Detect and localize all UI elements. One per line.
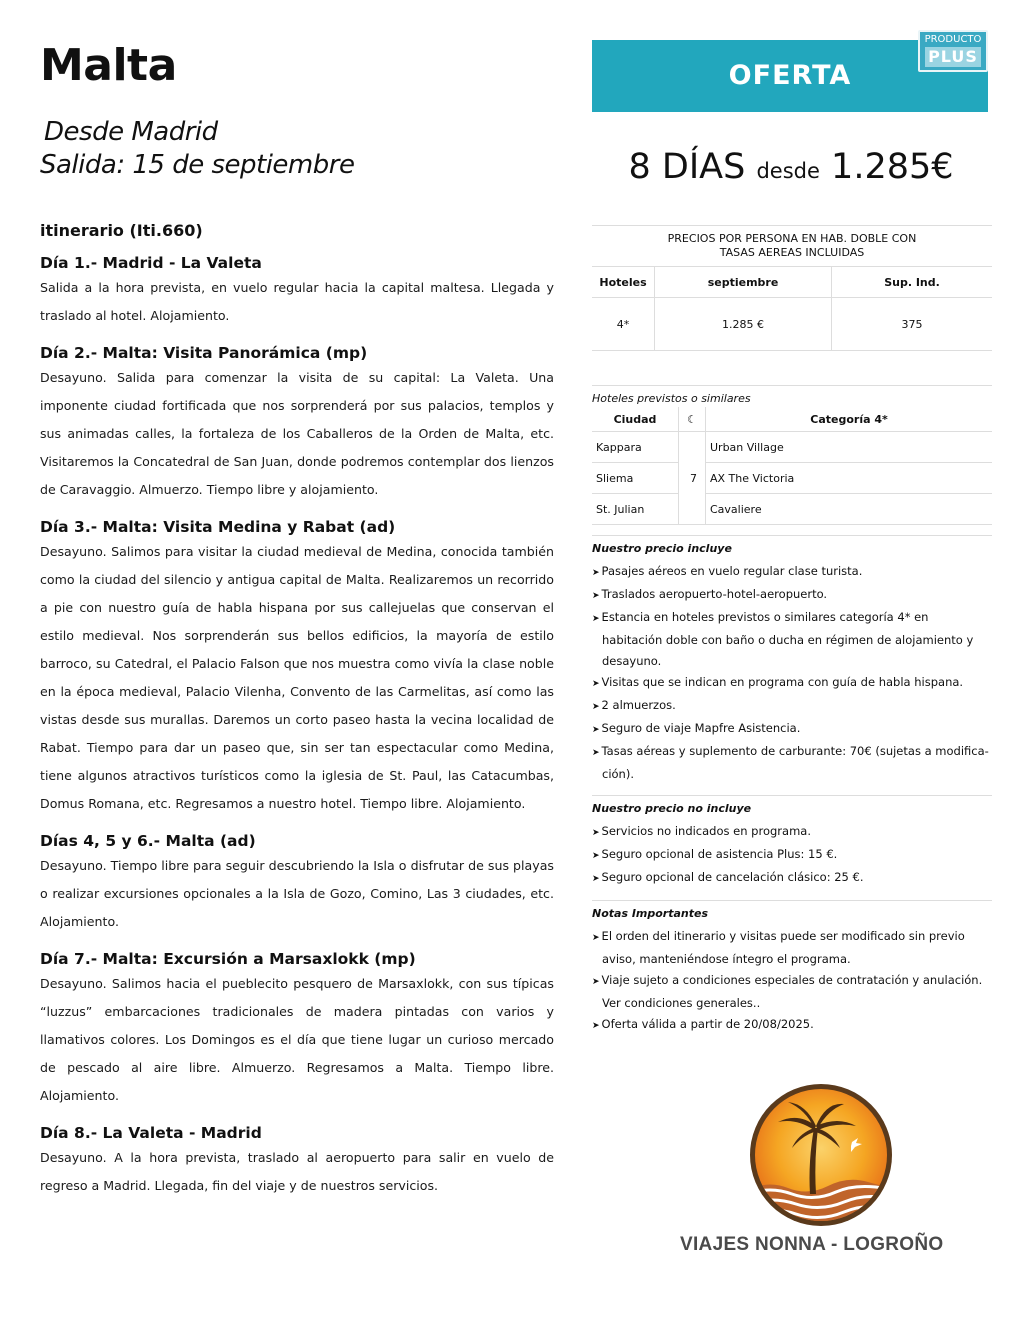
notes-section (592, 900, 992, 1037)
list-item: ➤ Servicios no indicados en programa. (592, 821, 992, 844)
list-item: ➤ Viaje sujeto a condiciones especiales de contratación y anulación. Ver condiciones generales.. (592, 970, 992, 1014)
list-item: ➤ Pasajes aéreos en vuelo regular clase turista. (592, 561, 992, 584)
column-header: Sup. Ind. (832, 267, 993, 298)
day-title: Día 1.- Madrid - La Valeta (40, 254, 262, 272)
list-item: ➤ Tasas aéreas y suplemento de carburante: 70€ (sujetas a modifica-ción). (592, 741, 992, 785)
hotel-nights: 7 (679, 432, 706, 525)
table-cell: 375 (832, 298, 993, 351)
day-title: Día 7.- Malta: Excursión a Marsaxlokk (mp) (40, 950, 416, 968)
notes-heading: Notas Importantes (592, 907, 709, 920)
departure-city: Desde Madrid (44, 117, 218, 147)
departure-date: Salida: 15 de septiembre (40, 149, 355, 180)
table-cell: 1.285 € (655, 298, 832, 351)
producto-plus-badge (918, 30, 988, 72)
duration-label: 8 DÍAS (628, 147, 746, 187)
hotel-city: Sliema (592, 463, 679, 494)
price-label: 1.285€ (831, 147, 954, 187)
caption-line-1: PRECIOS POR PERSONA EN HAB. DOBLE CON (667, 232, 917, 245)
hotels-caption: Hoteles previstos o similares (592, 386, 992, 408)
column-header: Hoteles (592, 267, 655, 298)
price-table-caption (592, 226, 992, 267)
price-table (592, 225, 992, 351)
column-header: Categoría 4* (706, 407, 993, 432)
excludes-section (592, 795, 992, 890)
offer-banner (592, 34, 988, 112)
day-title: Día 8.- La Valeta - Madrid (40, 1124, 262, 1142)
list-item: ➤ Estancia en hoteles previstos o similares categoría 4* en habitación doble con baño o ducha en régimen de alojamiento y desayuno. (592, 607, 992, 672)
table-cell: 4* (592, 298, 655, 351)
hotel-name: Cavaliere (706, 494, 993, 525)
includes-heading: Nuestro precio incluye (592, 542, 732, 555)
list-item: ➤ Seguro opcional de cancelación clásico: 25 €. (592, 867, 992, 890)
price-headline (592, 147, 990, 187)
day-title: Día 3.- Malta: Visita Medina y Rabat (ad) (40, 518, 396, 536)
day-description: Desayuno. Salimos para visitar la ciudad medieval de Medina, conocida también como la ciudad del silencio y antigua capital de Malta. Realizaremos un recorrido a pie con nuestro guía de habla hispana por sus callejuelas que conservan el estilo medieval. Nos sorprenderán sus bellos edificios, la mayoría de estilo barroco, su Catedral, el Palacio Falson que nos muestra como vivía la clase noble en la época medieval, Palacio Vilenha, Convento de las Carmelitas, así como las vistas desde sus murallas. Daremos un corto paseo hasta la vecina localidad de Rabat. Tiempo para dar un paseo que, sin ser tan espectacular como Medina, tiene algunos atractivos turísticos como la iglesia de St. Paul, las Catacumbas, Domus Romana, etc. Regresamos a nuestro hotel. Tiempo libre. Alojamiento. (40, 544, 554, 811)
list-item: ➤ Traslados aeropuerto-hotel-aeropuerto. (592, 584, 992, 607)
day-description: Desayuno. Tiempo libre para seguir descubriendo la Isla o disfrutar de sus playas o realizar excursiones opcionales a la Isla de Gozo, Comino, Las 3 ciudades, etc. Alojamiento. (40, 858, 554, 929)
hotel-name: Urban Village (706, 432, 993, 463)
palm-tree-sunset-logo-icon (748, 1082, 894, 1228)
itinerary-heading: itinerario (Iti.660) (40, 221, 203, 240)
list-item: ➤ Seguro de viaje Mapfre Asistencia. (592, 718, 992, 741)
day-description: Desayuno. Salida para comenzar la visita de su capital: La Valeta. Una imponente ciudad fortificada que nos sorprenderá por sus palacios, templos y sus animadas calles, la fortaleza de los Caballeros de la Orden de Malta, etc. Visitaremos la Concatedral de San Juan, donde podremos contemplar dos lienzos de Caravaggio. Almuerzo. Tiempo libre y alojamiento. (40, 370, 554, 497)
list-item: ➤ Oferta válida a partir de 20/08/2025. (592, 1014, 992, 1037)
hotel-city: St. Julian (592, 494, 679, 525)
agency-brand: VIAJES NONNA - LOGROÑO (680, 1234, 944, 1255)
list-item: ➤ Visitas que se indican en programa con guía de habla hispana. (592, 672, 992, 695)
column-header: septiembre (655, 267, 832, 298)
night-icon: ☾ (679, 407, 706, 432)
list-item: ➤ El orden del itinerario y visitas puede ser modificado sin previo aviso, manteniéndose íntegro el programa. (592, 926, 992, 970)
from-label: desde (756, 159, 820, 183)
column-header: Ciudad (592, 407, 679, 432)
hotel-city: Kappara (592, 432, 679, 463)
badge-bottom-label: PLUS (925, 47, 981, 67)
offer-banner-label: OFERTA (728, 60, 852, 91)
offer-column (592, 34, 990, 1037)
itinerary-column (40, 40, 554, 1200)
day-description: Desayuno. Salimos hacia el pueblecito pesquero de Marsaxlokk, con sus típicas “luzzus” embarcaciones tradicionales de madera pintadas con varios y llamativos colores. Los Domingos es el día que tiene lugar un curioso mercado de pescado al aire libre. Almuerzo. Regresamos a Malta. Tiempo libre. Alojamiento. (40, 976, 554, 1103)
includes-section (592, 535, 992, 785)
day-title: Días 4, 5 y 6.- Malta (ad) (40, 832, 256, 850)
badge-top-label: PRODUCTO (924, 34, 982, 45)
hotels-table (592, 385, 992, 525)
list-item: ➤ 2 almuerzos. (592, 695, 992, 718)
day-description: Salida a la hora prevista, en vuelo regular hacia la capital maltesa. Llegada y traslado al hotel. Alojamiento. (40, 280, 554, 323)
hotel-name: AX The Victoria (706, 463, 993, 494)
destination-title: Malta (40, 40, 177, 91)
list-item: ➤ Seguro opcional de asistencia Plus: 15 €. (592, 844, 992, 867)
day-title: Día 2.- Malta: Visita Panorámica (mp) (40, 344, 368, 362)
caption-line-2: TASAS AEREAS INCLUIDAS (719, 246, 865, 259)
day-description: Desayuno. A la hora prevista, traslado al aeropuerto para salir en vuelo de regreso a Madrid. Llegada, fin del viaje y de nuestros servicios. (40, 1150, 554, 1193)
excludes-heading: Nuestro precio no incluye (592, 802, 752, 815)
